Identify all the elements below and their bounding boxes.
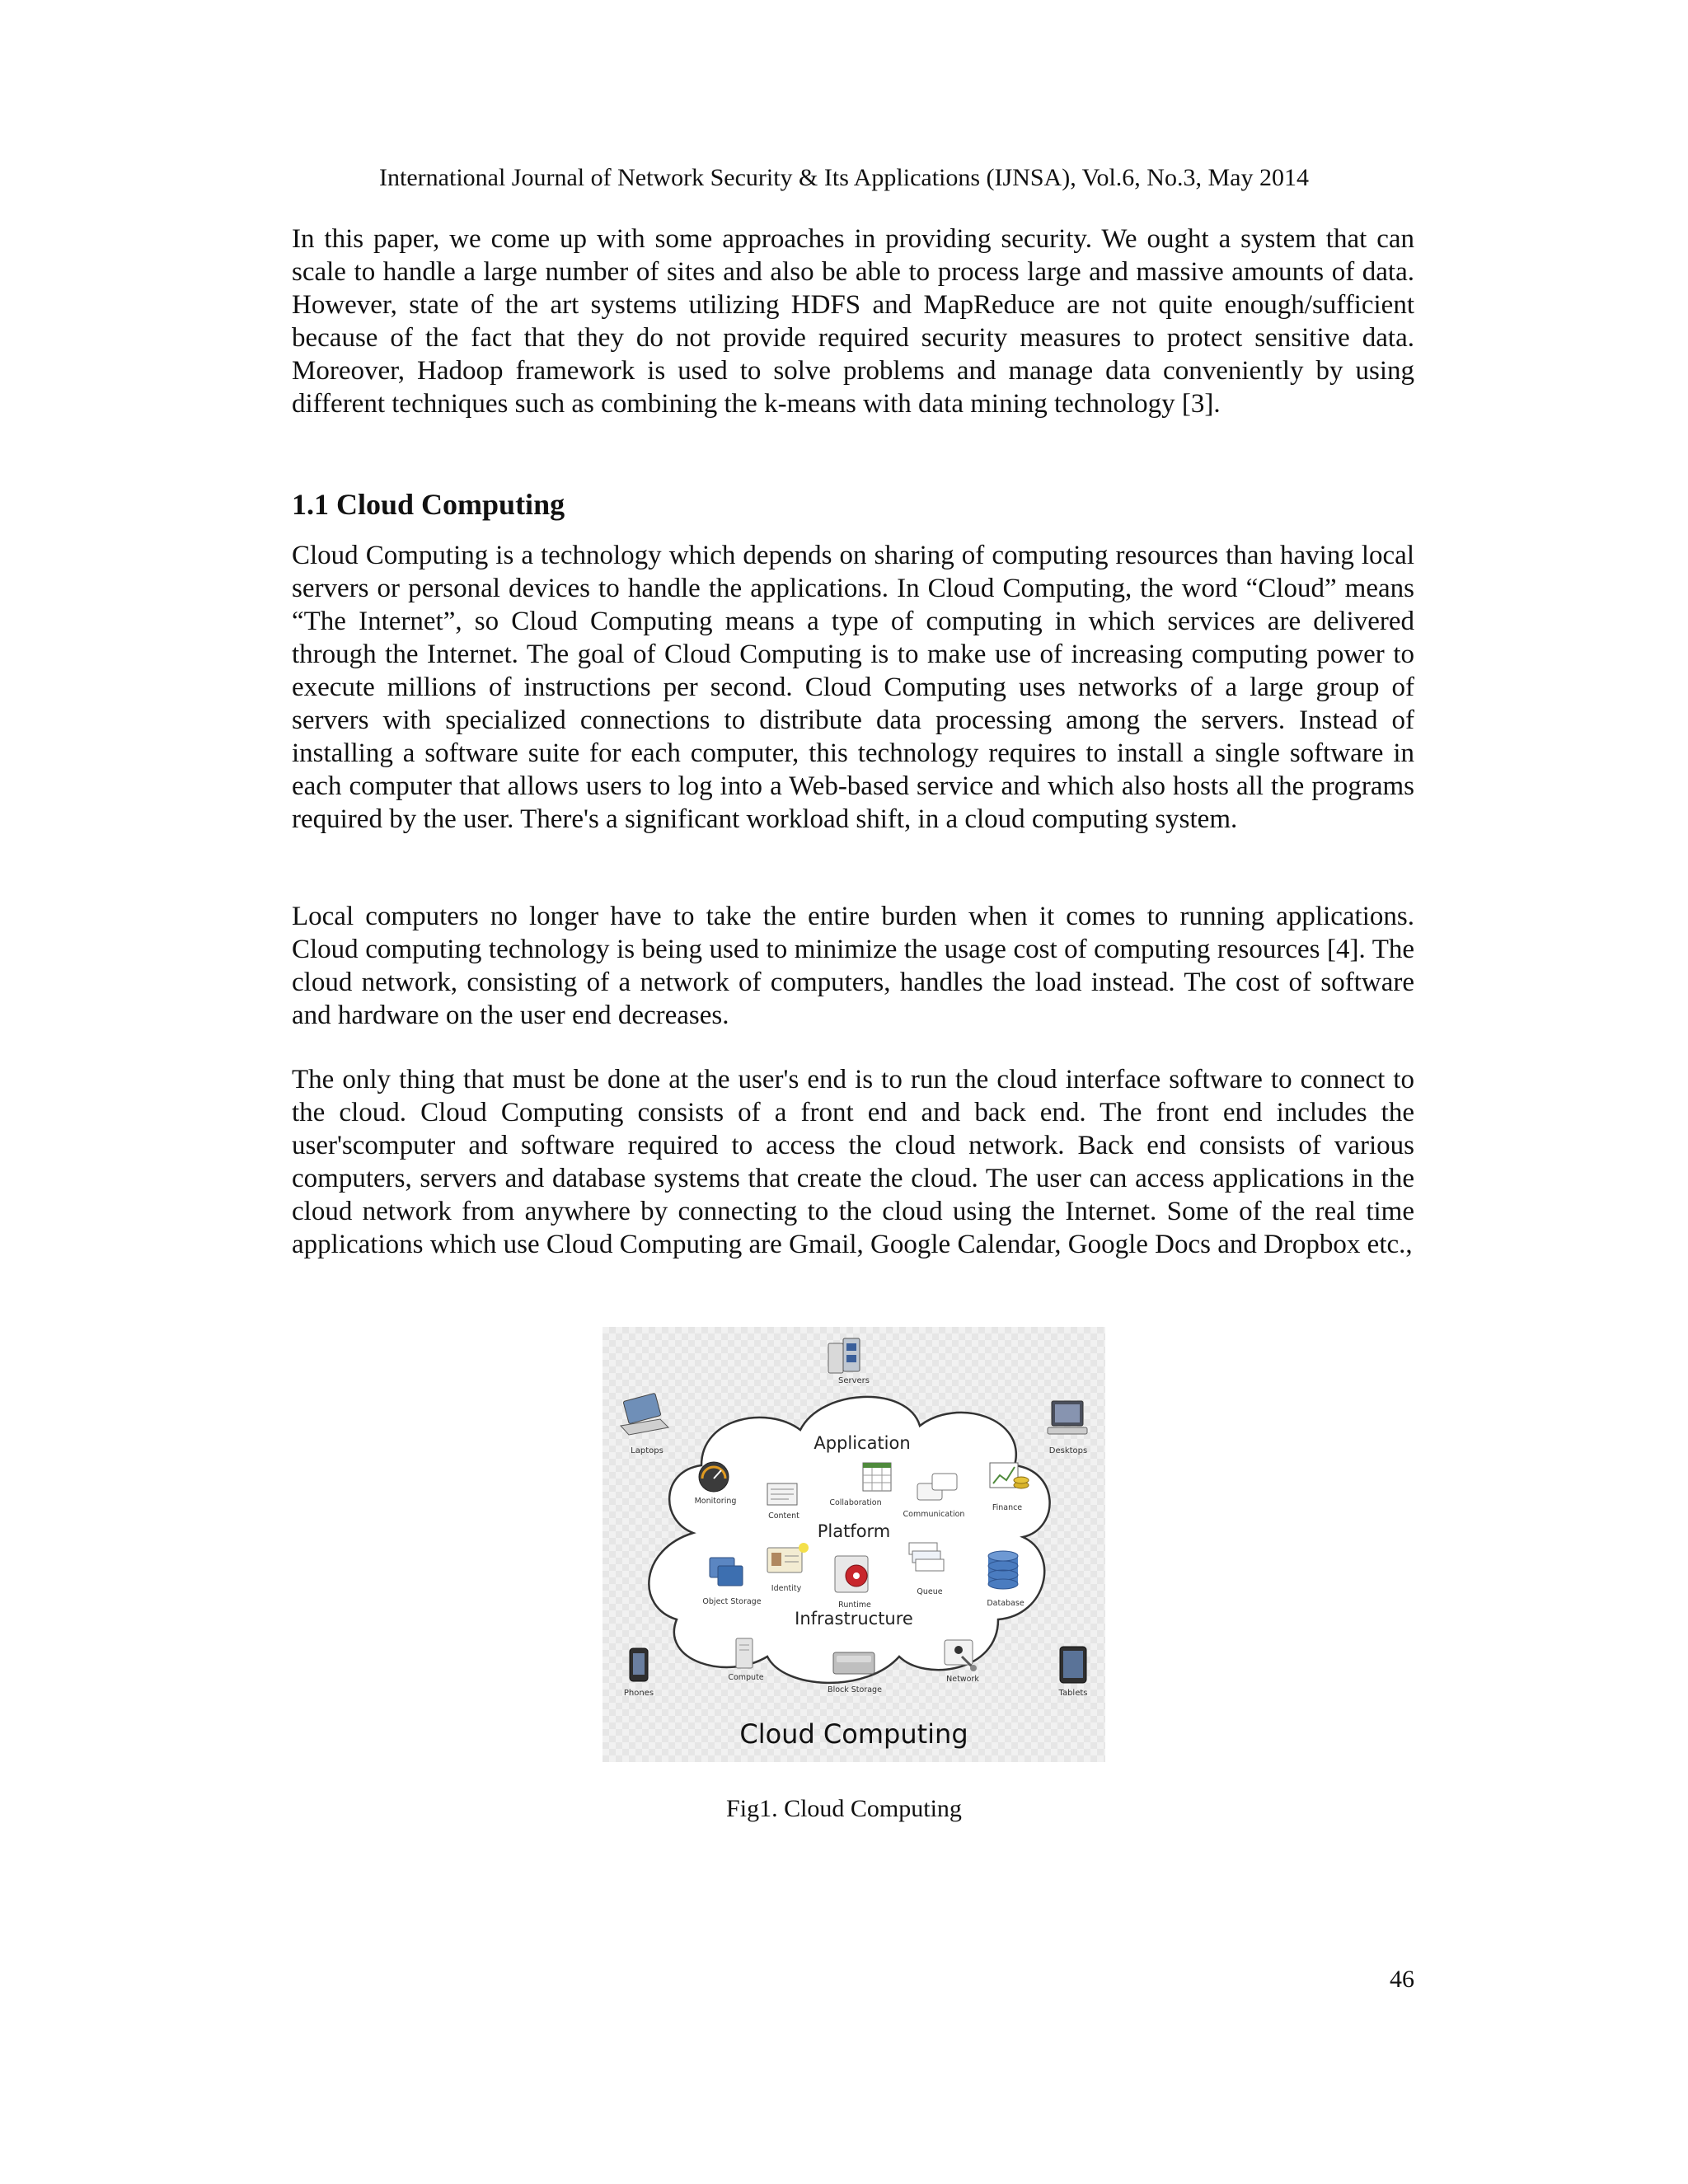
layer-application: Application	[814, 1433, 911, 1453]
phones-label: Phones	[623, 1689, 654, 1698]
compute-icon	[736, 1638, 753, 1668]
runtime-icon	[835, 1556, 868, 1592]
block-storage-icon	[833, 1652, 874, 1674]
layer-platform: Platform	[817, 1521, 891, 1541]
figure-caption: Fig1. Cloud Computing	[726, 1795, 962, 1822]
intro-paragraph: In this paper, we come up with some approaches in providing security. We ought a system that can scale to handle a large number of sites and also be able to process large and massive amounts of data. However, state of the art systems utilizing HDFS and MapReduce are not quite enough/sufficient because of the fact that they do not provide required security measures to protect sensitive data. Moreover, Hadoop framework is used to solve problems and manage data conveniently by using different techniques such as combining the k-means with data mining technology [3].	[292, 224, 1414, 419]
object-storage-label: Object Storage	[702, 1597, 762, 1606]
queue-label: Queue	[917, 1587, 943, 1596]
identity-label: Identity	[771, 1584, 802, 1593]
layer-infrastructure: Infrastructure	[795, 1609, 913, 1629]
collaboration-icon	[863, 1463, 891, 1491]
monitoring-label: Monitoring	[694, 1497, 737, 1506]
paragraph-local-computers: Local computers no longer have to take the entire burden when it comes to running applications. Cloud computing technology is being used to minimize the usage cost of computing resources [4]. The cloud network, consisting of a network of computers, handles the load instead. The cost of software and hardware on the user end decreases.	[292, 902, 1414, 1030]
desktops-label: Desktops	[1048, 1446, 1088, 1455]
collaboration-label: Collaboration	[829, 1498, 882, 1507]
section-heading: 1.1 Cloud Computing	[292, 488, 565, 521]
content-icon	[767, 1483, 797, 1505]
database-icon	[988, 1551, 1018, 1589]
phone-icon	[630, 1648, 648, 1681]
paragraph-front-back-end: The only thing that must be done at the user's end is to run the cloud interface software to connect to the cloud. Cloud Computing consists of a front end and back end. The front end includes the user'scomputer and software required to access the cloud network. Back end consists of various computers, servers and database systems that create the cloud. The user can access applications in the cloud network from anywhere by connecting to the cloud using the Internet. Some of the real time applications which use Cloud Computing are Gmail, Google Calendar, Google Docs and Dropbox etc.,	[292, 1065, 1414, 1259]
network-label: Network	[946, 1675, 979, 1684]
database-label: Database	[987, 1599, 1025, 1608]
servers-label: Servers	[837, 1376, 870, 1385]
communication-label: Communication	[903, 1510, 965, 1519]
cloud-computing-figure	[603, 1327, 1105, 1762]
compute-label: Compute	[728, 1673, 764, 1682]
block-storage-label: Block Storage	[828, 1685, 882, 1694]
monitoring-icon	[699, 1462, 729, 1492]
finance-label: Finance	[992, 1503, 1023, 1512]
servers-icon	[828, 1338, 860, 1373]
running-head: International Journal of Network Security & Its Applications (IJNSA), Vol.6, No.3, May 2014	[379, 164, 1309, 191]
figure-title: Cloud Computing	[739, 1718, 968, 1750]
tablet-icon	[1060, 1647, 1086, 1683]
laptop-icon	[621, 1393, 668, 1435]
runtime-label: Runtime	[838, 1601, 871, 1610]
content-label: Content	[768, 1511, 799, 1521]
page-number: 46	[1390, 1966, 1414, 1993]
laptops-label: Laptops	[631, 1446, 663, 1455]
tablets-label: Tablets	[1058, 1689, 1088, 1698]
desktop-icon	[1048, 1401, 1087, 1434]
paragraph-cloud-computing-definition: Cloud Computing is a technology which depends on sharing of computing resources than having local servers or personal devices to handle the applications. In Cloud Computing, the word “Cloud” means “The Internet”, so Cloud Computing means a type of computing in which services are delivered through the Internet. The goal of Cloud Computing is to make use of increasing computing power to execute millions of instructions per second. Cloud Computing uses networks of a large group of servers with specialized connections to distribute data processing among the servers. Instead of installing a software suite for each computer, this technology requires to install a single software in each computer that allows users to log into a Web-based service and which also hosts all the programs required by the user. There's a significant workload shift, in a cloud computing system.	[292, 541, 1414, 834]
